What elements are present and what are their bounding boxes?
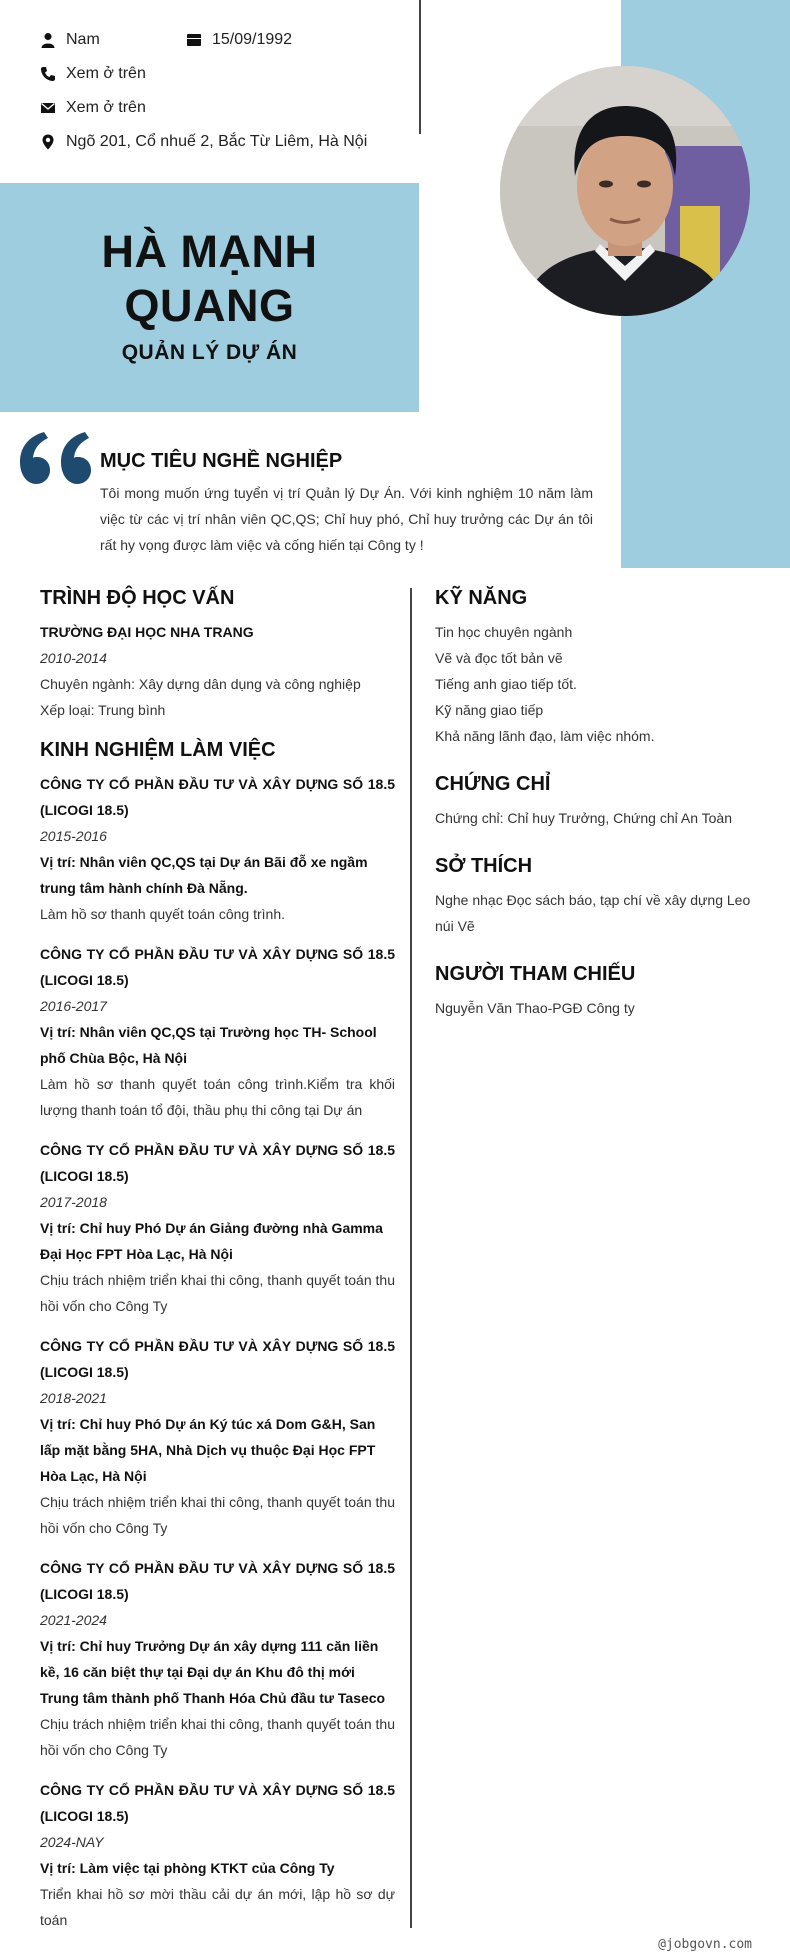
experience-period: 2024-NAY	[40, 1834, 104, 1850]
experience-period: 2017-2018	[40, 1194, 107, 1210]
experience-position: Vị trí: Làm việc tại phòng KTKT của Công Ty	[40, 1860, 335, 1876]
skill-item: Tin học chuyên ngành	[435, 624, 573, 640]
experience-position: Vị trí: Nhân viên QC,QS tại Trường học TH- School phố Chùa Bộc, Hà Nội	[40, 1024, 377, 1066]
address-value: Ngõ 201, Cổ nhuế 2, Bắc Từ Liêm, Hà Nội	[66, 133, 368, 150]
experience-item	[40, 1137, 395, 1319]
experience-heading: KINH NGHIỆM LÀM VIỆC	[40, 739, 276, 761]
email-value: Xem ở trên	[66, 99, 146, 116]
experience-company: CÔNG TY CỔ PHẦN ĐẦU TƯ VÀ XÂY DỰNG SỐ 18.5 (LICOGI 18.5)	[40, 1338, 395, 1380]
name-line-1: HÀ MẠNH	[101, 226, 318, 277]
experience-period: 2021-2024	[40, 1612, 107, 1628]
dob-value: 15/09/1992	[212, 31, 293, 48]
watermark: @jobgovn.com	[658, 1937, 752, 1952]
experience-description: Chịu trách nhiệm triển khai thi công, thanh quyết toán thu hồi vốn cho Công Ty	[40, 1272, 395, 1314]
experience-description: Làm hồ sơ thanh quyết toán công trình.Kiểm tra khối lượng thanh toán tổ đội, thầu phụ thi công tại Dự án	[40, 1076, 395, 1118]
skill-item: Tiếng anh giao tiếp tốt.	[435, 676, 577, 692]
location-pin-icon	[40, 134, 56, 150]
experience-description: Chịu trách nhiệm triển khai thi công, thanh quyết toán thu hồi vốn cho Công Ty	[40, 1494, 395, 1536]
quote-icon	[18, 430, 94, 486]
contact-dob	[186, 31, 292, 49]
education-heading: TRÌNH ĐỘ HỌC VẤN	[40, 587, 235, 609]
contact-email	[40, 99, 146, 117]
hobbies-heading: SỞ THÍCH	[435, 855, 533, 877]
contact-gender	[40, 31, 100, 49]
experience-company: CÔNG TY CỔ PHẦN ĐẦU TƯ VÀ XÂY DỰNG SỐ 18.5 (LICOGI 18.5)	[40, 1142, 395, 1184]
experience-company: CÔNG TY CỔ PHẦN ĐẦU TƯ VÀ XÂY DỰNG SỐ 18.5 (LICOGI 18.5)	[40, 1560, 395, 1602]
experience-description: Triển khai hồ sơ mời thầu cải dự án mới, lập hồ sơ dự toán	[40, 1886, 395, 1928]
hobbies-text: Nghe nhạc Đọc sách báo, tạp chí về xây dựng Leo núi Vẽ	[435, 892, 751, 934]
gender-value: Nam	[66, 31, 100, 48]
skill-item: Kỹ năng giao tiếp	[435, 702, 544, 718]
education-grade: Xếp loại: Trung bình	[40, 702, 166, 718]
experience-item	[40, 941, 395, 1123]
experience-period: 2018-2021	[40, 1390, 107, 1406]
references-text: Nguyễn Văn Thao-PGĐ Công ty	[435, 1000, 635, 1016]
divider-top	[419, 0, 421, 134]
phone-value: Xem ở trên	[66, 65, 146, 82]
column-divider	[410, 588, 412, 1928]
experience-item	[40, 1555, 395, 1763]
job-title: QUẢN LÝ DỰ ÁN	[121, 341, 298, 364]
certificates-heading: CHỨNG CHỈ	[435, 773, 551, 795]
experience-description: Làm hồ sơ thanh quyết toán công trình.	[40, 906, 286, 922]
experience-company: CÔNG TY CỔ PHẦN ĐẦU TƯ VÀ XÂY DỰNG SỐ 18.5 (LICOGI 18.5)	[40, 1782, 395, 1824]
experience-position: Vị trí: Chỉ huy Phó Dự án Giảng đường nhà Gamma Đại Học FPT Hòa Lạc, Hà Nội	[40, 1220, 383, 1262]
portrait-illustration	[500, 66, 750, 316]
calendar-icon	[186, 32, 202, 48]
objective-text: Tôi mong muốn ứng tuyển vị trí Quản lý Dự Án. Với kinh nghiệm 10 năm làm việc từ các vị trí nhân viên QC,QS; Chỉ huy phó, Chỉ huy trưởng các Dự án tôi rất hy vọng được làm việc và cống hiến tại Công ty !	[100, 485, 593, 553]
left-column	[40, 583, 395, 1947]
education-period: 2010-2014	[40, 650, 107, 666]
experience-company: CÔNG TY CỔ PHẦN ĐẦU TƯ VÀ XÂY DỰNG SỐ 18.5 (LICOGI 18.5)	[40, 946, 395, 988]
education-school: TRƯỜNG ĐẠI HỌC NHA TRANG	[40, 624, 254, 640]
experience-description: Chịu trách nhiệm triển khai thi công, thanh quyết toán thu hồi vốn cho Công Ty	[40, 1716, 395, 1758]
experience-position: Vị trí: Nhân viên QC,QS tại Dự án Bãi đỗ xe ngầm trung tâm hành chính Đà Nẵng.	[40, 854, 368, 896]
full-name	[0, 225, 419, 333]
experience-position: Vị trí: Chỉ huy Phó Dự án Ký túc xá Dom G&H, San lấp mặt bằng 5HA, Nhà Dịch vụ thuộc Đại Học FPT Hòa Lạc, Hà Nội	[40, 1416, 376, 1484]
person-icon	[40, 32, 56, 48]
phone-icon	[40, 66, 56, 82]
skill-item: Vẽ và đọc tốt bản vẽ	[435, 650, 563, 666]
name-line-2: QUANG	[124, 280, 295, 331]
contact-phone	[40, 65, 146, 83]
references-heading: NGƯỜI THAM CHIẾU	[435, 963, 636, 985]
envelope-icon	[40, 100, 56, 116]
experience-item	[40, 771, 395, 927]
certificates-text: Chứng chỉ: Chỉ huy Trưởng, Chứng chỉ An Toàn	[435, 810, 732, 826]
experience-item	[40, 1333, 395, 1541]
contact-address	[40, 133, 367, 151]
experience-item	[40, 1777, 395, 1933]
profile-photo	[500, 66, 750, 316]
education-major: Chuyên ngành: Xây dựng dân dụng và công nghiệp	[40, 676, 361, 692]
experience-position: Vị trí: Chỉ huy Trưởng Dự án xây dựng 111 căn liền kề, 16 căn biệt thự tại Đại dự án Khu đô thị mới Trung tâm thành phố Thanh Hóa Chủ đầu tư Taseco	[40, 1638, 386, 1706]
name-banner	[0, 183, 419, 412]
skills-heading: KỸ NĂNG	[435, 587, 528, 609]
experience-company: CÔNG TY CỔ PHẦN ĐẦU TƯ VÀ XÂY DỰNG SỐ 18.5 (LICOGI 18.5)	[40, 776, 395, 818]
right-column	[435, 583, 765, 1021]
objective-heading: MỤC TIÊU NGHỀ NGHIỆP	[100, 450, 343, 472]
experience-period: 2015-2016	[40, 828, 107, 844]
skill-item: Khả năng lãnh đạo, làm việc nhóm.	[435, 728, 655, 744]
experience-period: 2016-2017	[40, 998, 107, 1014]
